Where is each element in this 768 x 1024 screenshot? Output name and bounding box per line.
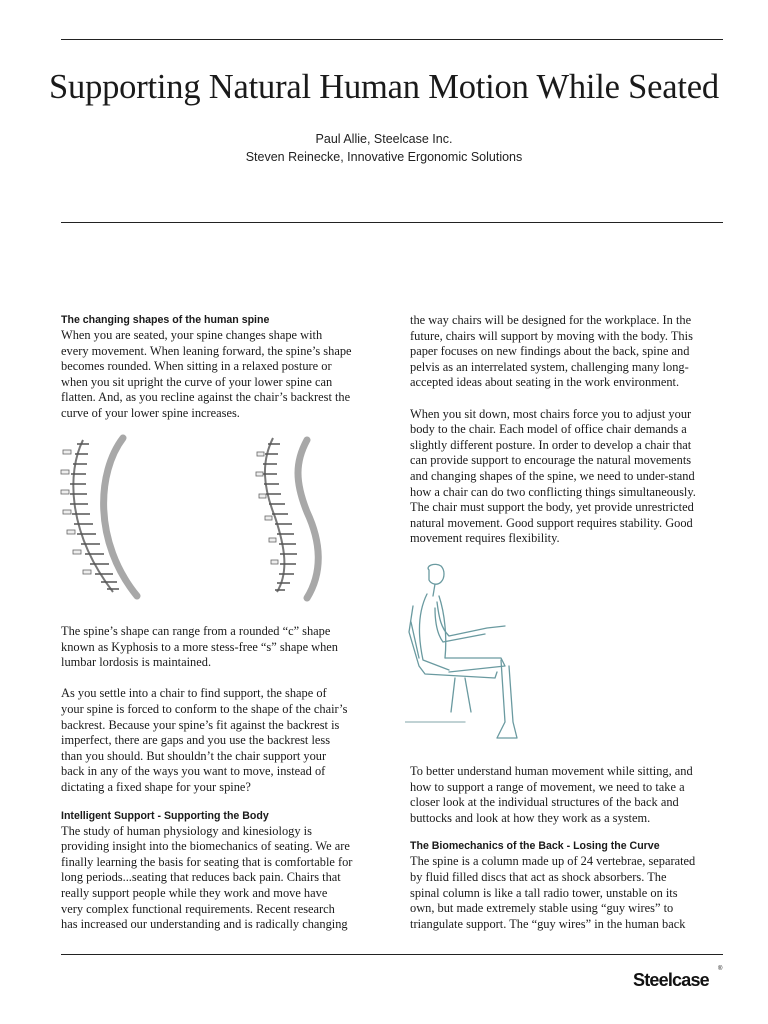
- author-block: [0, 130, 768, 166]
- author-1: Paul Allie, Steelcase Inc.: [315, 132, 453, 146]
- paragraph: [410, 854, 728, 932]
- text-line: curve of your lower spine increases.: [61, 405, 240, 420]
- text-line: own, but made extremely stable using “guy wires” to: [410, 901, 674, 916]
- right-column-lower: [410, 764, 728, 932]
- text-line: closer look at the individual structures of the back and: [410, 795, 679, 810]
- text-line: natural movement. Good support requires stability. Good: [410, 515, 693, 530]
- text-line: pelvis as an interrelated system, challenging many long-: [410, 359, 689, 374]
- text-line: backrest. Because your spine’s fit against the backrest is: [61, 717, 340, 732]
- text-line: and changing shapes of the spine, we need to under-stand: [410, 468, 695, 483]
- top-rule: [61, 39, 723, 40]
- paragraph: [61, 328, 379, 422]
- text-line: the way chairs will be designed for the workplace. In the: [410, 313, 692, 327]
- text-line: body to the chair. Each model of office chair demands a: [410, 422, 687, 437]
- text-line: accepted ideas about seating in the work environment.: [410, 375, 680, 390]
- text-line: future, chairs will support by moving with the body. This: [410, 328, 693, 343]
- registered-mark: ®: [718, 966, 723, 972]
- left-column-lower: [61, 624, 379, 933]
- left-column: [61, 313, 379, 422]
- text-line: The spine is a column made up of 24 vertebrae, separated: [410, 854, 696, 869]
- spine-s-shape-illustration: [255, 432, 335, 602]
- text-line: providing insight into the biomechanics of seating. We are: [61, 839, 350, 854]
- text-line: slightly different posture. In order to develop a chair that: [410, 437, 692, 452]
- author-2: Steven Reinecke, Innovative Ergonomic Solutions: [245, 150, 523, 164]
- text-line: lumbar lordosis is maintained.: [61, 655, 212, 670]
- paragraph: [61, 824, 379, 933]
- text-line: becomes rounded. When sitting in a relaxed posture or: [61, 359, 332, 374]
- text-line: When you are seated, your spine changes shape with: [61, 328, 323, 342]
- paragraph: [410, 764, 728, 826]
- paragraph: [410, 407, 728, 547]
- text-line: can provide support to encourage the natural movements: [410, 453, 692, 468]
- text-line: flatten. And, as you recline against the chair’s backrest the: [61, 390, 351, 405]
- text-line: buttocks and look at how they work as a system.: [410, 810, 651, 825]
- text-line: When you sit down, most chairs force you to adjust your: [410, 406, 692, 421]
- text-line: when you sit upright the curve of your lower spine can: [61, 374, 333, 389]
- text-line: how a chair can do two conflicting things simultaneously.: [410, 484, 696, 499]
- text-line: The study of human physiology and kinesiology is: [61, 823, 312, 838]
- paragraph: [61, 624, 379, 671]
- text-line: how to support a range of movement, we need to take a: [410, 779, 685, 794]
- text-line: known as Kyphosis to a more stess-free “s” shape when: [61, 639, 338, 654]
- footer-rule: [61, 954, 723, 955]
- text-line: than you should. But shouldn’t the chair support your: [61, 748, 327, 763]
- seated-person-illustration: [405, 562, 525, 747]
- text-line: finally learning the basis for seating that is comfortable for: [61, 854, 353, 869]
- text-line: The chair must support the body, yet provide unrestricted: [410, 500, 694, 515]
- text-line: has increased our understanding and is radically changing: [61, 917, 348, 932]
- steelcase-logo: Steelcase: [633, 970, 709, 990]
- text-line: The spine’s shape can range from a rounded “c” shape: [61, 624, 331, 638]
- section-heading-intelligent-support: Intelligent Support - Supporting the Body: [61, 809, 269, 822]
- paragraph: [410, 313, 728, 391]
- text-line: movement requires flexibility.: [410, 531, 560, 546]
- right-column: [410, 313, 728, 547]
- text-line: spinal column is like a tall radio tower, unstable on its: [410, 885, 678, 900]
- text-line: back in any of the ways you want to move, instead of: [61, 764, 326, 779]
- text-line: long periods...seating that reduces back pain. Chairs that: [61, 870, 341, 885]
- header-rule: [61, 222, 723, 223]
- paper-title: Supporting Natural Human Motion While Seated: [49, 68, 719, 106]
- text-line: imperfect, there are gaps and you use the backrest less: [61, 733, 331, 748]
- text-line: really support people while they work and move have: [61, 885, 328, 900]
- section-heading-biomechanics: The Biomechanics of the Back - Losing the Curve: [410, 840, 660, 853]
- text-line: triangulate support. The “guy wires” in the human back: [410, 916, 686, 931]
- text-line: dictating a fixed shape for your spine?: [61, 779, 251, 794]
- text-line: To better understand human movement while sitting, and: [410, 764, 693, 778]
- text-line: by fluid filled discs that act as shock absorbers. The: [410, 869, 667, 884]
- text-line: your spine is forced to conform to the shape of the chair’s: [61, 701, 348, 716]
- text-line: every movement. When leaning forward, the spine’s shape: [61, 343, 352, 358]
- text-line: very complex functional requirements. Recent research: [61, 901, 335, 916]
- section-heading-spine-shapes: The changing shapes of the human spine: [61, 314, 270, 326]
- text-line: As you settle into a chair to find support, the shape of: [61, 686, 327, 701]
- text-line: paper focuses on new findings about the back, spine and: [410, 344, 690, 359]
- spine-c-shape-illustration: [55, 432, 165, 602]
- paragraph: [61, 686, 379, 795]
